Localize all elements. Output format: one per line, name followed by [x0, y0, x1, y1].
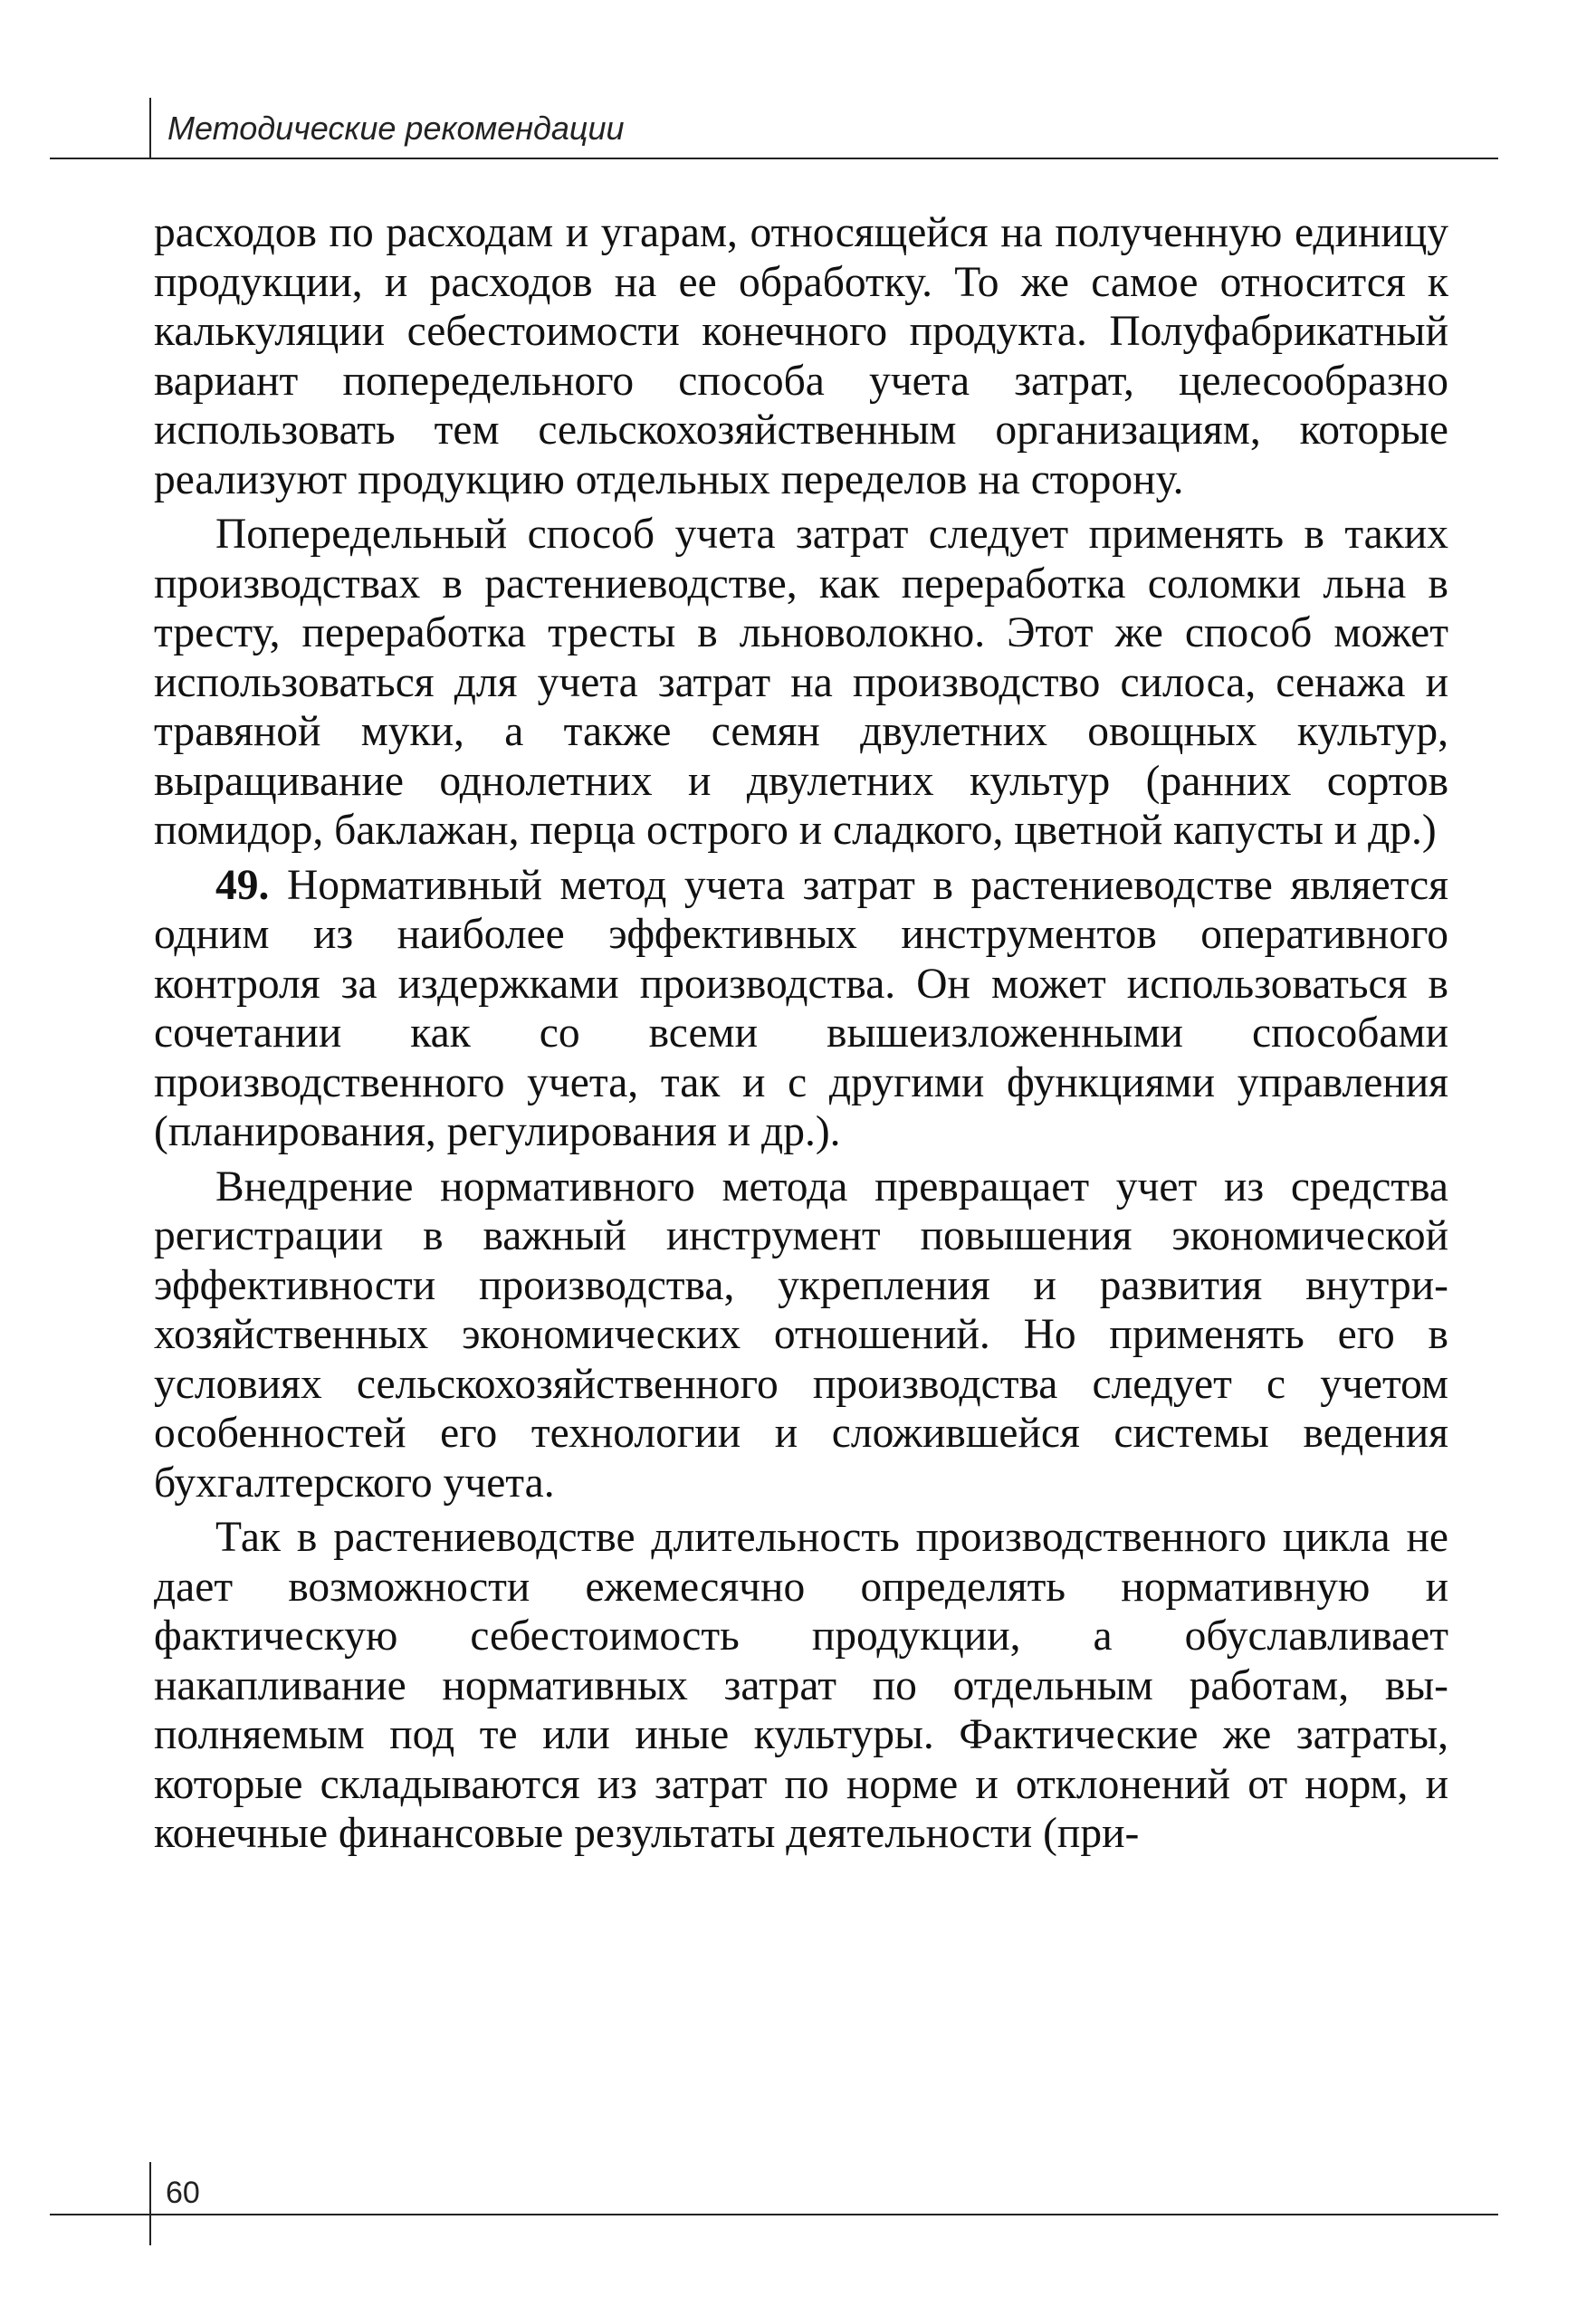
page-number: 60 [166, 2176, 200, 2210]
header-vertical-rule [149, 98, 151, 158]
paragraph-number: 49. [215, 861, 270, 909]
header-horizontal-rule [50, 158, 1498, 159]
paragraph-continuation [154, 208, 1448, 504]
paragraph-text: Внедрение нормативного метода превращает учет из средства регистрации в важный инструмент повышения экономической эффективности производства, укрепления и развития внутрихозяйственных экономических отношений. Но применять его в условиях сельскохозяйственного производства следует с учетом особенностей его технологии и сложившейся системы ведения бухгалтерского учета. [154, 1163, 1448, 1507]
paragraph-text: Так в растениеводстве длительность производственного цикла не дает возможности ежемесячно определять нормативную и фактическую себестоимость продукции, а обуславливает накапливание нормативных затрат по отдельным работам, выполняемым под те или иные культуры. Фактические же затраты, которые складываются из затрат по норме и отклонений от норм, и конечные финансовые результаты деятельности (при- [154, 1514, 1448, 1857]
paragraph-text: Попередельный способ учета затрат следует применять в таких производствах в растениеводстве, как переработка соломки льна в тресту, переработка тресты в льноволокно. Этот же способ может использоваться для учета затрат на производство силоса, сенажа и травяной муки, а также семян двулетних овощных культур, выращивание однолетних и двулетних культур (ранних сортов помидор, баклажан, перца острого и сладкого, цветной капусты и др.) [154, 511, 1448, 854]
main-text [154, 208, 1448, 1859]
paragraph [154, 1513, 1448, 1859]
paragraph [154, 510, 1448, 856]
footer-vertical-rule [149, 2162, 151, 2245]
numbered-paragraph [154, 861, 1448, 1157]
footer-horizontal-rule [50, 2214, 1498, 2215]
paragraph [154, 1163, 1448, 1508]
paragraph-text: Нормативный метод учета затрат в растениеводстве является одним из наиболее эффективных инструментов оперативного контроля за издержками производства. Он может использоваться в сочетании как со всеми вышеизложенными способами производственного учета, так и с другими функциями управления (планирования, регулирования и др.). [154, 861, 1448, 1155]
running-title: Методические рекомендации [167, 110, 625, 147]
paragraph-text: расходов по расходам и угарам, относящейся на полученную единицу продукции, и расходов на ее обработку. То же самое относится к калькуляции себестоимости конечного продукта. Полуфабрикатный вариант попередельного способа учета затрат, целесообразно использовать тем сельскохозяйственным организациям, которые реализуют продукцию отдельных переделов на сторону. [154, 209, 1448, 503]
